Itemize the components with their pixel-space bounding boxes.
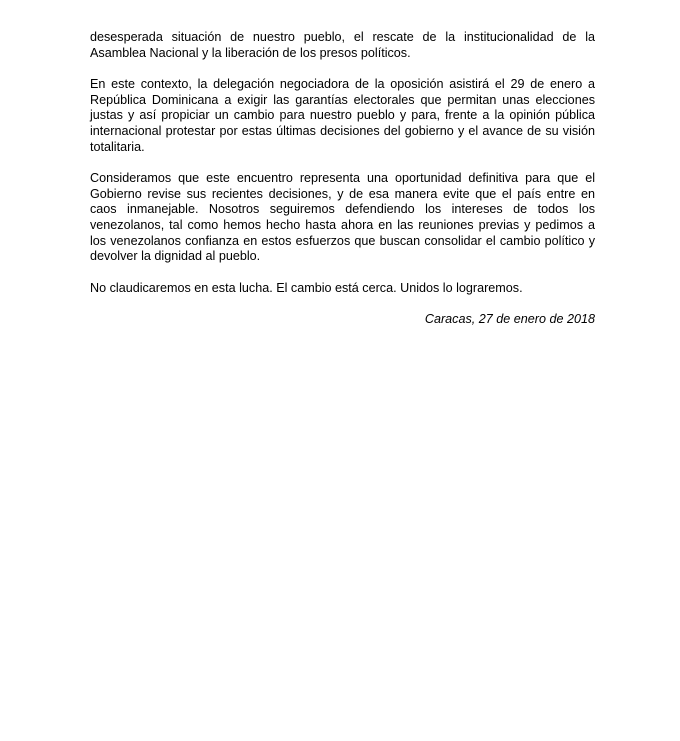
paragraph-3: Consideramos que este encuentro representa una oportunidad definitiva para que el Gobierno revise sus recientes decisiones, y de esa manera evite que el país entre en caos inmanejable. Nosotros seguiremos defendiendo los intereses de todos los venezolanos, tal como hemos hecho hasta ahora en las reuniones previas y pedimos a los venezolanos confianza en estos esfuerzos que buscan consolidar el cambio político y devolver la dignidad al pueblo. — [90, 171, 595, 264]
paragraph-1: desesperada situación de nuestro pueblo, el rescate de la institucionalidad de la Asamblea Nacional y la liberación de los presos políticos. — [90, 30, 595, 60]
document-body — [90, 30, 595, 328]
closing-statement: No claudicaremos en esta lucha. El cambio está cerca. Unidos lo lograremos. — [90, 280, 523, 295]
paragraph-2: En este contexto, la delegación negociadora de la oposición asistirá el 29 de enero a República Dominicana a exigir las garantías electorales que permitan unas elecciones justas y así propiciar un cambio para nuestro pueblo y para, frente a la opinión pública internacional protestar por estas últimas decisiones del gobierno y el avance de su visión totalitaria. — [90, 77, 595, 154]
place-date: Caracas, 27 de enero de 2018 — [424, 312, 595, 327]
